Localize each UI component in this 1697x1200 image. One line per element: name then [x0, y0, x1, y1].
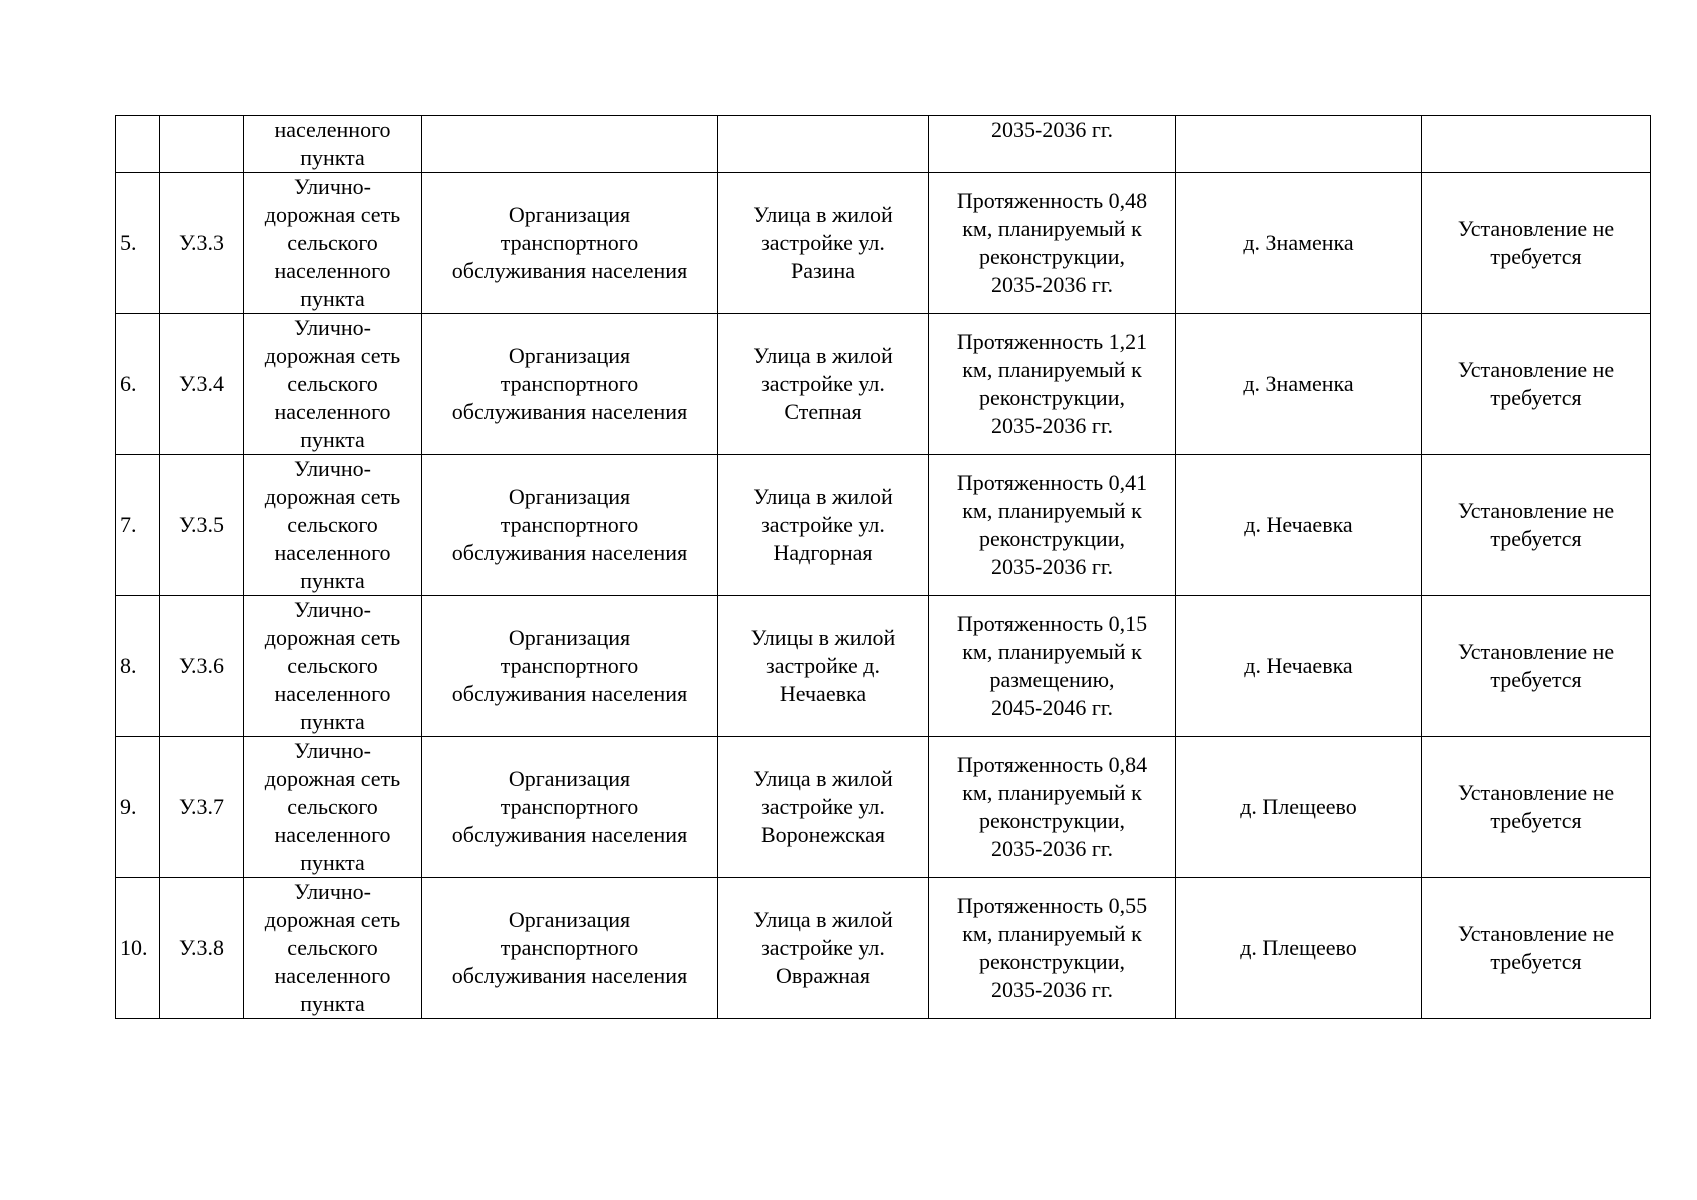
cell-zone: Установление не требуется [1422, 314, 1651, 455]
cell-zone: Установление не требуется [1422, 455, 1651, 596]
cell-location: д. Плещеево [1176, 737, 1422, 878]
cell-code [160, 116, 244, 173]
cell-characteristics: Протяженность 1,21 км, планируемый к реконструкции, 2035-2036 гг. [929, 314, 1176, 455]
cell-number: 10. [116, 878, 160, 1019]
cell-code: У.3.5 [160, 455, 244, 596]
table-row-continuation [116, 116, 1651, 173]
cell-characteristics: Протяженность 0,55 км, планируемый к реконструкции, 2035-2036 гг. [929, 878, 1176, 1019]
cell-number [116, 116, 160, 173]
cell-location: д. Нечаевка [1176, 596, 1422, 737]
cell-type: Улично- дорожная сеть сельского населенного пункта [244, 737, 422, 878]
cell-code: У.3.3 [160, 173, 244, 314]
cell-type: Улично- дорожная сеть сельского населенного пункта [244, 878, 422, 1019]
cell-purpose [422, 116, 718, 173]
cell-location: д. Плещеево [1176, 878, 1422, 1019]
cell-location: д. Нечаевка [1176, 455, 1422, 596]
cell-type: Улично- дорожная сеть сельского населенного пункта [244, 455, 422, 596]
cell-purpose: Организация транспортного обслуживания населения [422, 314, 718, 455]
cell-location: д. Знаменка [1176, 173, 1422, 314]
cell-characteristics: Протяженность 0,15 км, планируемый к размещению, 2045-2046 гг. [929, 596, 1176, 737]
cell-characteristics: Протяженность 0,41 км, планируемый к реконструкции, 2035-2036 гг. [929, 455, 1176, 596]
cell-purpose: Организация транспортного обслуживания населения [422, 878, 718, 1019]
cell-type: Улично- дорожная сеть сельского населенного пункта [244, 314, 422, 455]
table-row [116, 878, 1651, 1019]
table-row [116, 596, 1651, 737]
cell-characteristics: Протяженность 0,84 км, планируемый к реконструкции, 2035-2036 гг. [929, 737, 1176, 878]
cell-number: 8. [116, 596, 160, 737]
cell-purpose: Организация транспортного обслуживания населения [422, 173, 718, 314]
cell-purpose: Организация транспортного обслуживания населения [422, 596, 718, 737]
cell-purpose: Организация транспортного обслуживания населения [422, 737, 718, 878]
cell-name: Улица в жилой застройке ул. Воронежская [718, 737, 929, 878]
cell-name [718, 116, 929, 173]
cell-code: У.3.6 [160, 596, 244, 737]
cell-name: Улица в жилой застройке ул. Овражная [718, 878, 929, 1019]
cell-zone: Установление не требуется [1422, 596, 1651, 737]
cell-zone [1422, 116, 1651, 173]
cell-purpose: Организация транспортного обслуживания населения [422, 455, 718, 596]
cell-number: 9. [116, 737, 160, 878]
cell-location: д. Знаменка [1176, 314, 1422, 455]
cell-zone: Установление не требуется [1422, 878, 1651, 1019]
document-page [115, 115, 1650, 1019]
cell-code: У.3.8 [160, 878, 244, 1019]
cell-number: 5. [116, 173, 160, 314]
table-row [116, 737, 1651, 878]
cell-code: У.3.7 [160, 737, 244, 878]
table-row [116, 455, 1651, 596]
cell-type: Улично- дорожная сеть сельского населенного пункта [244, 596, 422, 737]
cell-name: Улицы в жилой застройке д. Нечаевка [718, 596, 929, 737]
cell-type: населенного пункта [244, 116, 422, 173]
cell-zone: Установление не требуется [1422, 173, 1651, 314]
cell-name: Улица в жилой застройке ул. Надгорная [718, 455, 929, 596]
cell-location [1176, 116, 1422, 173]
cell-name: Улица в жилой застройке ул. Степная [718, 314, 929, 455]
cell-code: У.3.4 [160, 314, 244, 455]
objects-table [115, 115, 1651, 1019]
table-row [116, 314, 1651, 455]
cell-characteristics: 2035-2036 гг. [929, 116, 1176, 173]
cell-number: 7. [116, 455, 160, 596]
cell-number: 6. [116, 314, 160, 455]
cell-characteristics: Протяженность 0,48 км, планируемый к реконструкции, 2035-2036 гг. [929, 173, 1176, 314]
table-row [116, 173, 1651, 314]
cell-name: Улица в жилой застройке ул. Разина [718, 173, 929, 314]
cell-type: Улично- дорожная сеть сельского населенного пункта [244, 173, 422, 314]
cell-zone: Установление не требуется [1422, 737, 1651, 878]
